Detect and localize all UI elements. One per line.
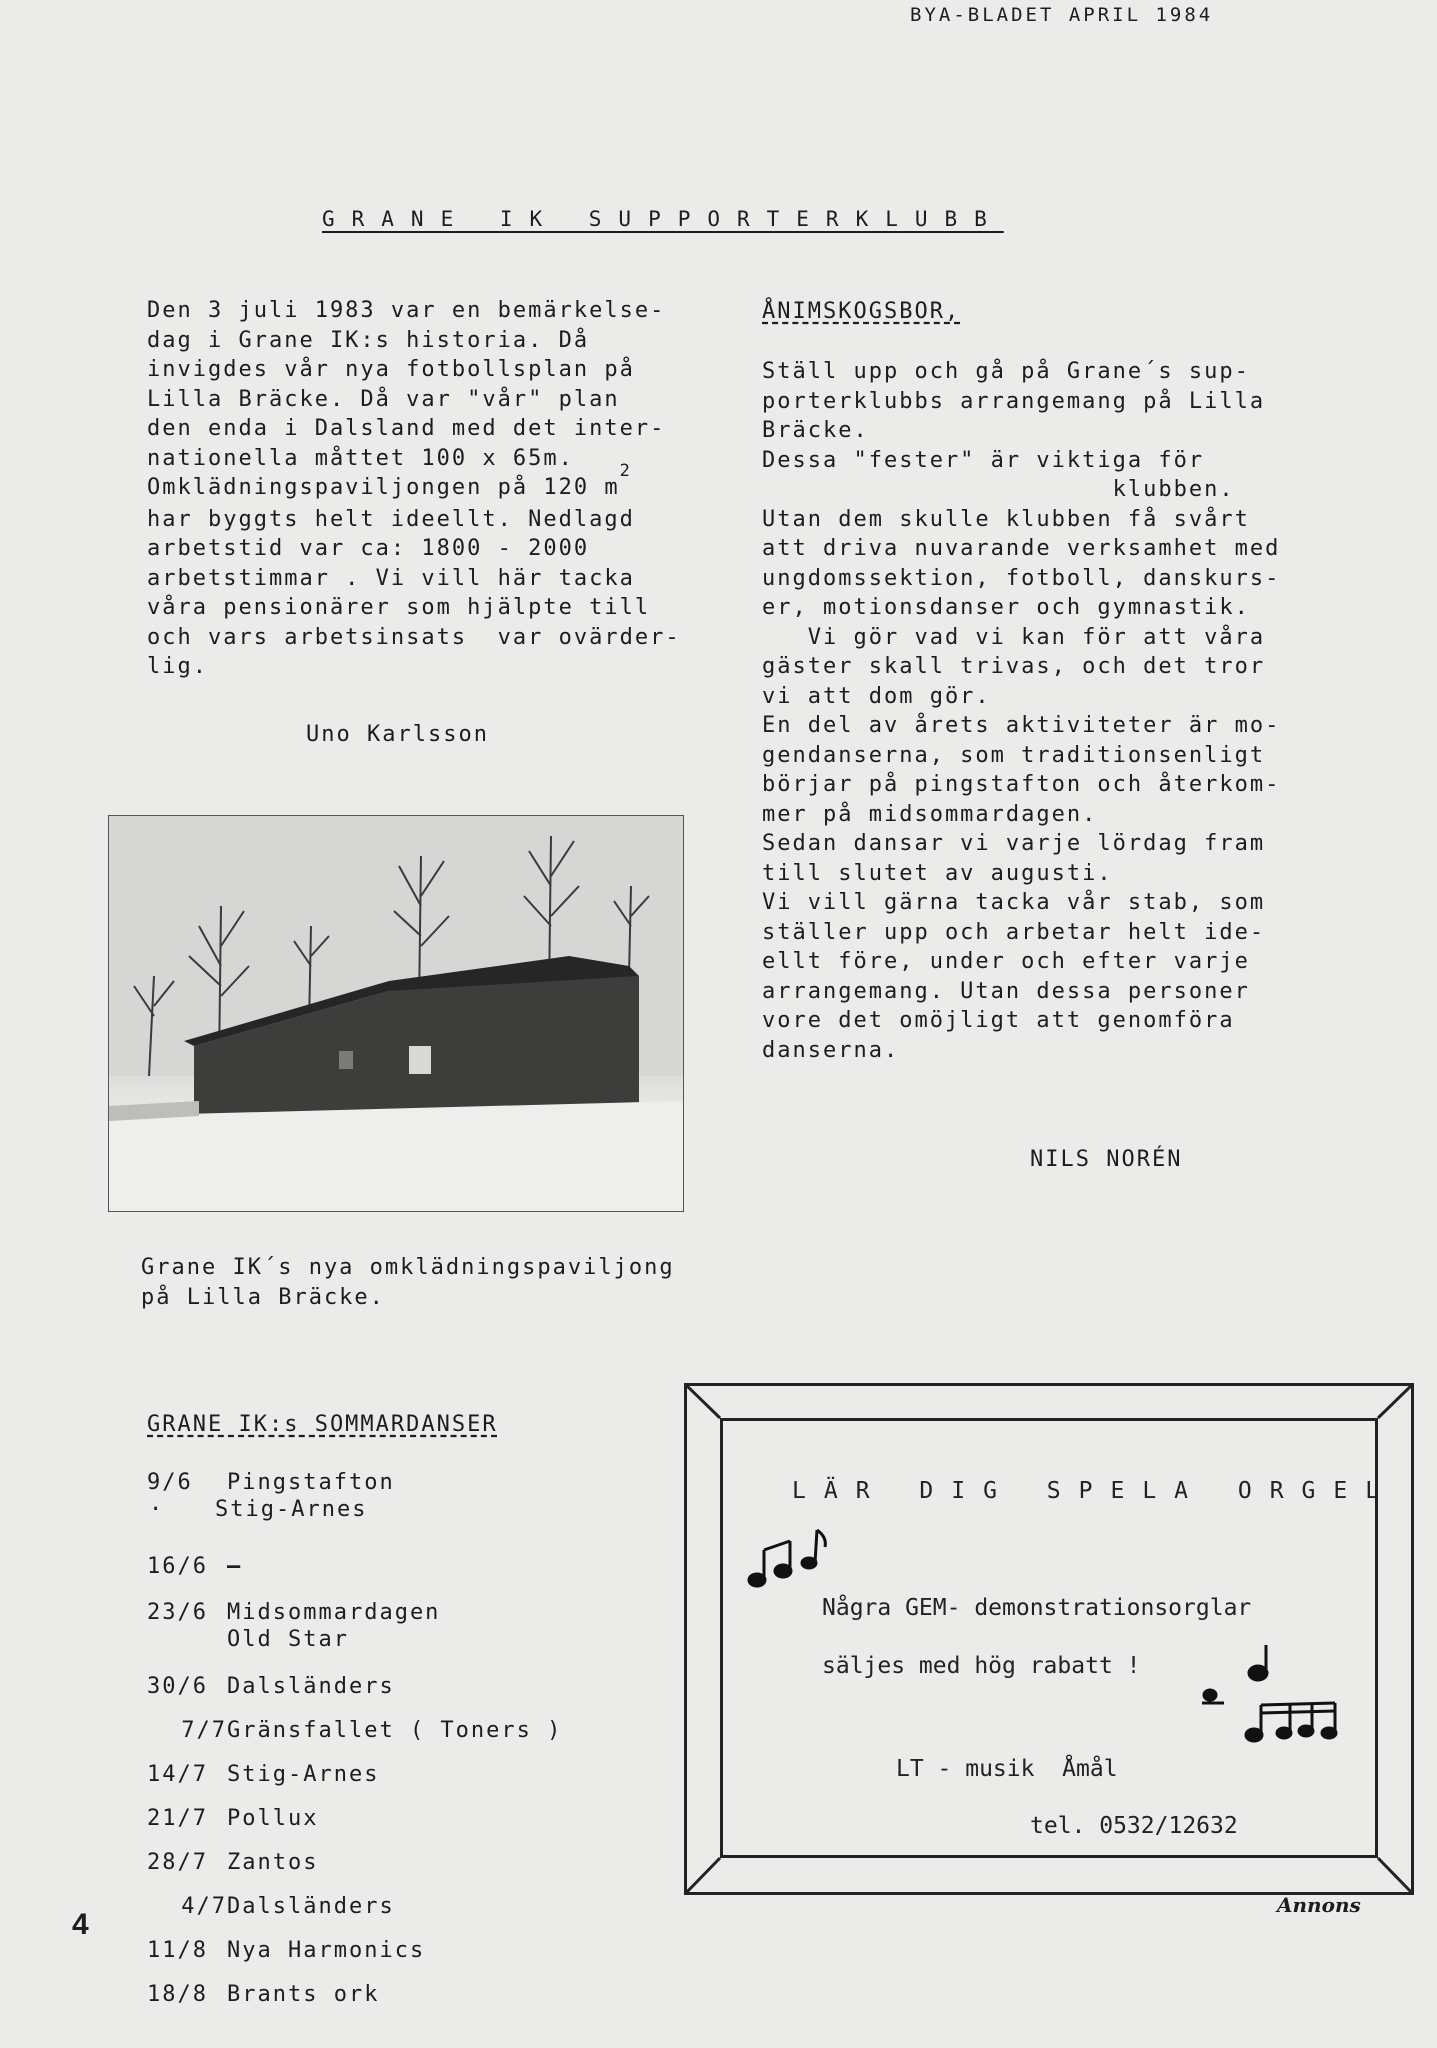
caption-line: på Lilla Bräcke. bbox=[141, 1284, 385, 1310]
dance-row-main bbox=[147, 1894, 647, 1919]
music-note-icon bbox=[745, 1525, 835, 1595]
right-article-heading: ÅNIMSKOGSBOR, bbox=[762, 299, 961, 324]
dance-event: Gränsfallet ( Toners ) bbox=[227, 1718, 563, 1743]
article-line: arrangemang. Utan dessa personer bbox=[762, 978, 1250, 1004]
article-line: danserna. bbox=[762, 1037, 900, 1063]
article-line: dag i Grane IK:s historia. Då bbox=[147, 327, 590, 353]
dance-row-main bbox=[147, 1938, 647, 1963]
article-line: ungdomssektion, fotboll, danskurs- bbox=[762, 565, 1281, 591]
list-item bbox=[147, 1762, 647, 1806]
dance-row-main bbox=[147, 1982, 647, 2007]
ad-phone: tel. 0532/12632 bbox=[1030, 1813, 1238, 1839]
article-line: har byggts helt ideellt. Nedlagd bbox=[147, 506, 635, 532]
dance-date: 16/6 bbox=[147, 1554, 208, 1579]
article-line: gendanserna, som traditionsenligt bbox=[762, 742, 1266, 768]
article-line: Vi gör vad vi kan för att våra bbox=[762, 624, 1266, 650]
dance-row-main bbox=[147, 1600, 647, 1625]
dance-row-sub bbox=[147, 1497, 647, 1522]
dance-date: 9/6 bbox=[147, 1470, 193, 1495]
page-number: 4 bbox=[72, 1908, 89, 1941]
right-article bbox=[762, 357, 1280, 1065]
dance-row-main bbox=[147, 1470, 647, 1495]
article-line: Bräcke. bbox=[762, 418, 869, 443]
dance-event: Nya Harmonics bbox=[227, 1938, 426, 1963]
article-line: börjar på pingstafton och återkom- bbox=[762, 772, 1281, 797]
article-line: och vars arbetsinsats var ovärder- bbox=[147, 624, 681, 650]
article-line: vore det omöjligt att genomföra bbox=[762, 1008, 1235, 1033]
superscript: 2 bbox=[619, 461, 632, 481]
list-item bbox=[147, 1554, 647, 1596]
ad-line: säljes med hög rabatt ! bbox=[822, 1653, 1141, 1679]
dance-date: 4/7 bbox=[181, 1894, 227, 1919]
dance-row-main bbox=[147, 1762, 647, 1787]
article-line: Den 3 juli 1983 var en bemärkelse- bbox=[147, 298, 666, 323]
article-line: att driva nuvarande verksamhet med bbox=[762, 536, 1281, 561]
list-item bbox=[147, 1470, 647, 1544]
article-line: arbetstid var ca: 1800 - 2000 bbox=[147, 536, 590, 561]
caption-line: Grane IK´s nya omklädningspaviljong bbox=[141, 1255, 675, 1280]
article-line: till slutet av augusti. bbox=[762, 860, 1113, 886]
article-line: arbetstimmar . Vi vill här tacka bbox=[147, 565, 635, 591]
article-line: mer på midsommardagen. bbox=[762, 801, 1098, 827]
ad-seller: LT - musik Åmål bbox=[896, 1756, 1118, 1782]
article-line: ställer upp och arbetar helt ide- bbox=[762, 919, 1266, 945]
page-title: GRANE IK SUPPORTERKLUBB bbox=[322, 207, 1004, 231]
list-item bbox=[147, 1806, 647, 1850]
dance-date: 21/7 bbox=[147, 1806, 208, 1831]
dance-band: Old Star bbox=[227, 1627, 349, 1652]
article-author: Uno Karlsson bbox=[306, 722, 489, 747]
article-line: porterklubbs arrangemang på Lilla bbox=[762, 388, 1266, 414]
dance-date: 18/8 bbox=[147, 1982, 208, 2007]
article-line: Vi vill gärna tacka vår stab, som bbox=[762, 890, 1266, 915]
article-line: invigdes vår nya fotbollsplan på bbox=[147, 357, 635, 382]
list-item bbox=[147, 1600, 647, 1674]
dance-event: Dalsländers bbox=[227, 1894, 395, 1919]
dance-date: 14/7 bbox=[147, 1762, 208, 1787]
dance-event: Pingstafton bbox=[227, 1470, 395, 1495]
article-line: lig. bbox=[147, 654, 208, 679]
dance-band: Stig-Arnes bbox=[215, 1497, 368, 1522]
newsletter-header: BYA-BLADET APRIL 1984 bbox=[910, 4, 1214, 26]
article-line: nationella måttet 100 x 65m. bbox=[147, 445, 574, 471]
list-item bbox=[147, 1982, 647, 2026]
article-line: ellt före, under och efter varje bbox=[762, 949, 1250, 974]
dance-date: 30/6 bbox=[147, 1674, 208, 1699]
article-line: våra pensionärer som hjälpte till bbox=[147, 595, 651, 620]
ad-line: Några GEM- demonstrationsorglar bbox=[822, 1595, 1252, 1621]
music-note-icon bbox=[1200, 1643, 1340, 1748]
dance-row-main bbox=[147, 1718, 647, 1743]
dance-event: Midsommardagen bbox=[227, 1600, 441, 1625]
article-line: Lilla Bräcke. Då var "vår" plan bbox=[147, 386, 620, 412]
ad-title: LÄR DIG SPELA ORGEL bbox=[792, 1478, 1398, 1504]
dances-heading: GRANE IK:s SOMMARDANSER bbox=[147, 1412, 498, 1437]
dance-row-main bbox=[147, 1554, 647, 1579]
list-item bbox=[147, 1674, 647, 1718]
pavilion-photo bbox=[108, 815, 684, 1212]
article-line: Dessa "fester" är viktiga för bbox=[762, 447, 1205, 473]
dance-event: Stig-Arnes bbox=[227, 1762, 380, 1787]
article-line: gäster skall trivas, och det tror bbox=[762, 654, 1266, 679]
list-item bbox=[147, 1938, 647, 1982]
dance-row-main bbox=[147, 1806, 647, 1831]
left-article bbox=[147, 296, 681, 682]
dance-schedule bbox=[147, 1470, 647, 2026]
dance-sub-prefix: · bbox=[149, 1497, 165, 1522]
dance-row-main bbox=[147, 1850, 647, 1875]
article-line: vi att dom gör. bbox=[762, 683, 991, 709]
pavilion-photo-illustration bbox=[109, 816, 683, 1211]
dance-event: — bbox=[227, 1554, 243, 1579]
dance-date: 7/7 bbox=[181, 1718, 227, 1743]
dance-event: Brants ork bbox=[227, 1982, 380, 2007]
list-item bbox=[147, 1718, 647, 1762]
dance-date: 28/7 bbox=[147, 1850, 208, 1875]
dance-date: 23/6 bbox=[147, 1600, 208, 1625]
article-line bbox=[147, 461, 681, 505]
article-author: NILS NORÉN bbox=[1030, 1147, 1183, 1172]
dance-event: Zantos bbox=[227, 1850, 319, 1875]
list-item bbox=[147, 1894, 647, 1938]
article-line: Ställ upp och gå på Grane´s sup- bbox=[762, 359, 1250, 384]
dance-date: 11/8 bbox=[147, 1938, 208, 1963]
photo-caption bbox=[141, 1253, 675, 1312]
dance-event: Dalsländers bbox=[227, 1674, 395, 1699]
article-line: klubben. bbox=[762, 477, 1235, 502]
list-item bbox=[147, 1850, 647, 1894]
dance-row-main bbox=[147, 1674, 647, 1699]
dance-event: Pollux bbox=[227, 1806, 319, 1831]
dance-row-sub bbox=[147, 1627, 647, 1652]
article-line: Utan dem skulle klubben få svårt bbox=[762, 506, 1250, 532]
article-line: den enda i Dalsland med det inter- bbox=[147, 416, 666, 441]
article-line-text: Omklädningspaviljongen på 120 m bbox=[147, 475, 620, 500]
ad-label: Annons bbox=[1277, 1893, 1361, 1917]
article-line: En del av årets aktiviteter är mo- bbox=[762, 713, 1281, 738]
article-line: Sedan dansar vi varje lördag fram bbox=[762, 831, 1266, 856]
article-line: er, motionsdanser och gymnastik. bbox=[762, 595, 1250, 620]
